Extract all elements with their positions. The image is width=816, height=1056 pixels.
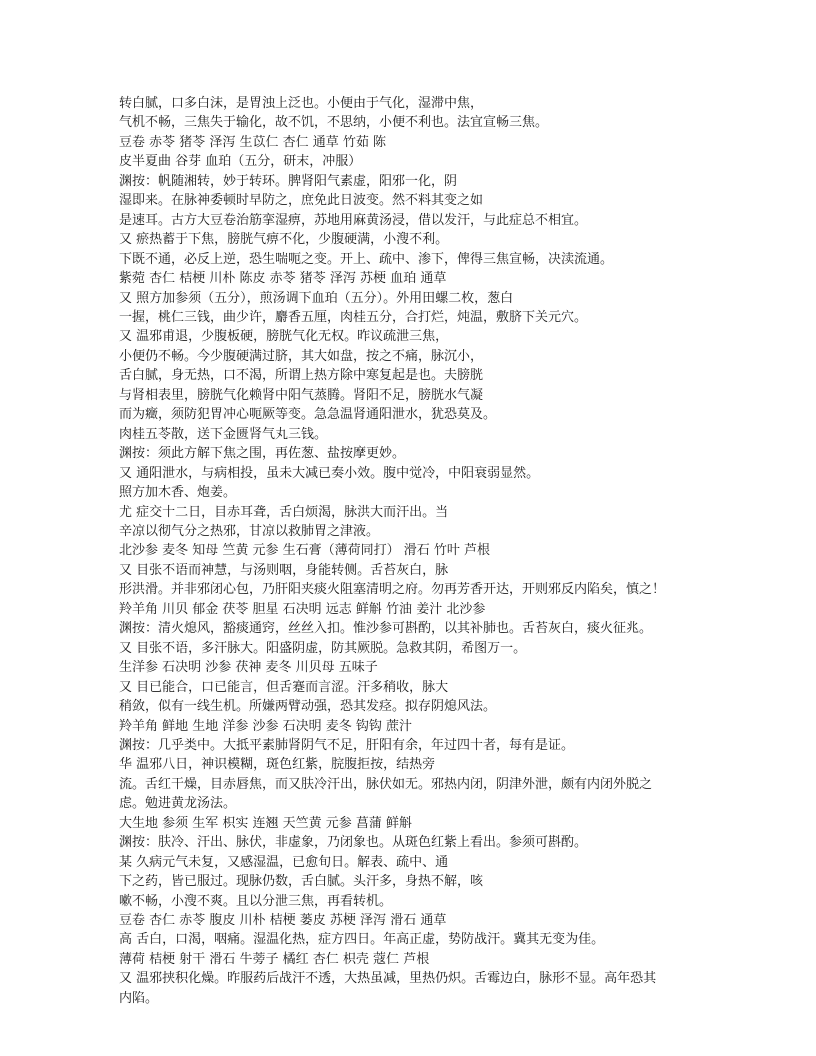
text-line: 羚羊角 鲜地 生地 洋参 沙参 石决明 麦冬 钩钩 蔗汁 [119,718,413,734]
text-line: 高 舌白，口渴，咽痛。湿温化热，症方四日。年高正虚，势防战汗。冀其无变为佳。 [119,932,605,948]
text-line: 华 温邪八日，神识模糊，斑色红紫，脘腹拒按，结热旁 [119,757,436,773]
text-line: 豆卷 赤苓 猪苓 泽泻 生苡仁 杏仁 通草 竹茹 陈 [119,134,387,150]
text-line: 北沙参 麦冬 知母 竺黄 元参 生石膏（薄荷同打） 滑石 竹叶 芦根 [119,543,491,559]
text-line: 下之药，皆已服过。现脉仍数，舌白腻。头汗多，身热不解，咳 [119,874,484,890]
text-line: 而为癥，须防犯胃冲心呃厥等变。急急温肾通阳泄水，犹恐莫及。 [119,407,497,423]
text-line: 下既不通，必反上逆，恐生喘呃之变。开上、疏中、渗下，俾得三焦宣畅，决渎流通。 [119,251,614,267]
text-line: 照方加木香、炮姜。 [119,485,237,501]
text-line: 紫菀 杏仁 桔梗 川朴 陈皮 赤苓 猪苓 泽泻 苏梗 血珀 通草 [119,271,447,287]
text-line: 羚羊角 川贝 郁金 茯苓 胆星 石决明 远志 鲜斛 竹油 姜汁 北沙参 [119,601,486,617]
text-line: 渊按：须此方解下焦之围，再佐葱、盐按摩更妙。 [119,446,406,462]
text-line: 生洋参 石决明 沙参 茯神 麦冬 川贝母 五味子 [119,660,378,676]
text-line: 小便仍不畅。今少腹硬满过脐，其大如盘，按之不痛，脉沉小， [119,348,484,364]
text-line: 又 目已能合，口已能言，但舌蹇而言涩。汗多稍收，脉大 [119,679,449,695]
text-line: 又 瘀热蓄于下焦，膀胱气痹不化，少腹硬满，小溲不利。 [119,232,449,248]
text-line: 尤 症交十二日，目赤耳聋，舌白烦渴，脉洪大而汗出。当 [119,504,449,520]
text-line: 渊按：肤冷、汗出、脉伏，非虚象，乃闭象也。从斑色红紫上看出。参须可斟酌。 [119,835,588,851]
text-line: 渊按：清火熄风，豁痰通窍，丝丝入扣。惟沙参可斟酌，以其补肺也。舌苔灰白，痰火征兆。 [119,621,653,637]
text-line: 又 温邪挟积化燥。昨服药后战汗不透，大热虽减，里热仍炽。舌霉边白，脉形不显。高年恐其 [119,971,657,987]
text-line: 大生地 参须 生军 枳实 连翘 天竺黄 元参 菖蒲 鲜斛 [119,815,413,831]
text-line: 薄荷 桔梗 射干 滑石 牛蒡子 橘红 杏仁 枳壳 蔻仁 芦根 [119,951,430,967]
text-line: 一握，桃仁三钱，曲少许，麝香五厘，肉桂五分，合打烂，炖温，敷脐下关元穴。 [119,309,588,325]
text-line: 流。舌红干燥，目赤唇焦，而又肤冷汗出，脉伏如无。邪热内闭，阴津外泄，颇有内闭外脱之 [119,776,653,792]
text-line: 又 温邪甫退，少腹板硬，膀胱气化无权。昨议疏泄三焦， [119,329,449,345]
text-line: 形洪滑。并非邪闭心包，乃肝阳夹痰火阻塞清明之府。勿再芳香开达，开则邪反内陷矣，慎之！ [119,582,666,598]
text-line: 肉桂五苓散，送下金匮肾气丸三钱。 [119,426,328,442]
text-line: 渊按：几乎类中。大抵平素肺肾阴气不足，肝阳有余，年过四十者，每有是证。 [119,737,575,753]
text-line: 是速耳。古方大豆卷治筋挛湿痹，苏地用麻黄汤浸，借以发汗，与此症总不相宜。 [119,212,588,228]
text-line: 稍敛，似有一线生机。所嫌两臂动强，恐其发痉。拟存阴熄风法。 [119,699,497,715]
text-line: 湿即来。在脉神委顿时早防之，庶免此日波变。然不料其变之如 [119,193,484,209]
text-line: 渊按：帆随湘转，妙于转环。脾肾阳气素虚，阳邪一化，阴 [119,173,458,189]
text-line: 气机不畅，三焦失于输化，故不饥，不思纳，小便不利也。法宜宣畅三焦。 [119,115,549,131]
text-line: 豆卷 杏仁 赤苓 腹皮 川朴 桔梗 蒌皮 苏梗 泽泻 滑石 通草 [119,913,447,929]
body-text [119,94,697,1008]
text-line: 辛凉以彻气分之热邪，甘凉以救肺胃之津液。 [119,523,380,539]
text-line: 内陷。 [119,990,159,1006]
text-line: 虑。勉进黄龙汤法。 [119,796,237,812]
text-line: 又 通阳泄水，与病相投，虽未大减已奏小效。腹中觉冷，中阳衰弱显然。 [119,465,540,481]
text-line: 皮半夏曲 谷芽 血珀（五分，研末，冲服） [119,154,362,170]
text-line: 又 目张不语而神慧，与汤则咽，身能转侧。舌苔灰白，脉 [119,562,449,578]
text-line: 舌白腻，身无热，口不渴，所谓上热方除中寒复起是也。夫膀胱 [119,368,484,384]
text-line: 与肾相表里，膀胱气化赖肾中阳气蒸腾。肾阳不足，膀胱水气凝 [119,387,484,403]
text-line: 某 久病元气未复，又感湿温，已愈旬日。解表、疏中、通 [119,854,449,870]
text-line: 嗽不畅，小溲不爽。且以分泄三焦，再看转机。 [119,893,393,909]
text-line: 又 目张不语，多汗脉大。阳盛阴虚，防其厥脱。急救其阴，希图万一。 [119,640,527,656]
text-line: 转白腻，口多白沫，是胃浊上泛也。小便由于气化，湿滞中焦， [119,96,484,111]
text-line: 又 照方加参须（五分），煎汤调下血珀（五分）。外用田螺二枚，葱白 [119,290,514,306]
